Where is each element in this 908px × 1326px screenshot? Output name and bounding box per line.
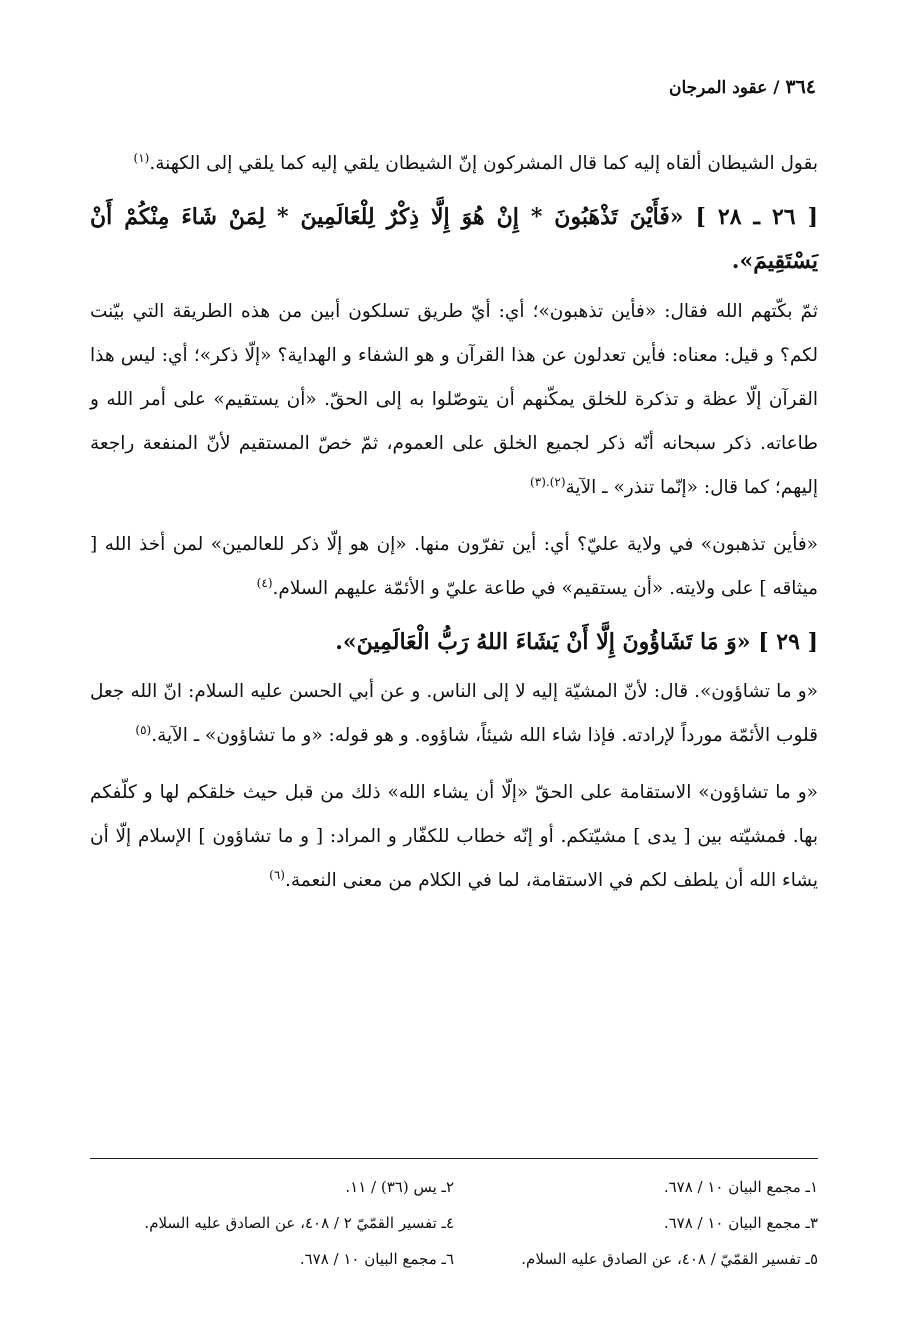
paragraph-4 [90,670,818,758]
footnote-ref-2: (٢) [549,475,566,490]
footnote-ref-5: (٥) [135,723,152,738]
footnotes [90,1172,818,1274]
paragraph-5-text: «و ما تشاؤون» الاستقامة على الحقّ «إلّا أن يشاء الله» ذلك من قبل حيث خلقكم لها و كلّفكم بها. فمشيّته بين [ يدى ] مشيّتكم. أو إنّه خطاب للكفّار و المراد: [ و ما تشاؤون ] الإسلام إلّا أن يشاء الله أن يلطف لكم في الاستقامة، لما في الكلام من معنى النعمة. [90,781,818,892]
footnote-ref-6: (٦) [269,867,285,882]
paragraph-2-text: ثمّ بكّتهم الله فقال: «فأين تذهبون»؛ أي: أيّ طريق تسلكون أبين من هذه الطريقة التي بيّنت لكم؟ و قيل: معناه: فأين تعدلون عن هذا القرآن و هو الشفاء و الهداية؟ «إلّا ذكر»؛ أي: ليس هذا القرآن إلّا عظة و تذكرة للخلق يمكّنهم أن يتوصّلوا به إلى الحقّ. «أن يستقيم» على أمر الله و طاعاته. ذكر سبحانه أنّه ذكر لجميع الخلق على العموم، ثمّ خصّ المستقيم لأنّ المنفعة راجعة إليهم؛ كما قال: «إنّما تنذر» ـ الآية [90,300,818,499]
footnote-ref-3: .(٣) [530,475,550,490]
footnote-5: ٥ـ تفسير القمّيّ / ٤٠٨، عن الصادق عليه السلام. [521,1250,818,1268]
footnote-4: ٤ـ تفسير القمّيّ ٢ / ٤٠٨، عن الصادق عليه السلام. [144,1214,454,1232]
book-title: عقود المرجان [669,78,768,98]
running-header [669,76,816,98]
paragraph-4-text: «و ما تشاؤون». قال: لأنّ المشيّة إليه لا إلى الناس. و عن أبي الحسن عليه السلام: انّ الله جعل قلوب الأئمّة مورداً لإرادته. فإذا شاء الله شيئاً، شاؤوه. و هو قوله: «و ما تشاؤون» ـ الآية. [90,681,818,747]
footnote-ref-4: (٤) [256,575,273,590]
verse-26-28: [ ٢٦ ـ ٢٨ ] «فَأَيْنَ تَذْهَبُونَ * إِنْ هُوَ إِلَّا ذِكْرٌ لِلْعَالَمِينَ * لِمَنْ شَاءَ مِنْكُمْ أَنْ يَسْتَقِيمَ». [90,204,818,275]
verse-29: [ ٢٩ ] «وَ مَا تَشَاؤُونَ إِلَّا أَنْ يَشَاءَ اللهُ رَبُّ الْعَالَمِينَ». [335,629,818,656]
footnote-divider [90,1158,818,1159]
paragraph-5 [90,771,818,904]
paragraph-3-text: «فأين تذهبون» في ولاية عليّ؟ أي: أين تفرّون منها. «إن هو إلّا ذكر للعالمين» لمن أخذ الله [ ميثاقه ] على ولايته. «أن يستقيم» في طاعة عليّ و الأئمّة عليهم السلام. [90,533,818,599]
footnote-1: ١ـ مجمع البيان ١٠ / ٦٧٨. [663,1178,818,1196]
paragraph-3 [90,523,818,611]
header-separator: / [773,78,780,98]
footnote-3: ٣ـ مجمع البيان ١٠ / ٦٧٨. [663,1214,818,1232]
paragraph-1 [90,142,818,186]
footnote-ref-1: (١) [133,150,150,165]
paragraph-2 [90,290,818,511]
footnote-6: ٦ـ مجمع البيان ١٠ / ٦٧٨. [299,1250,454,1268]
footnote-2: ٢ـ يس (٣٦) / ١١. [345,1178,454,1196]
page-number: ٣٦٤ [785,76,816,98]
paragraph-1-text: بقول الشيطان ألقاه إليه كما قال المشركون إنّ الشيطان يلقي إليه كما يلقي إلى الكهنة. [149,153,818,174]
main-text [90,142,818,903]
